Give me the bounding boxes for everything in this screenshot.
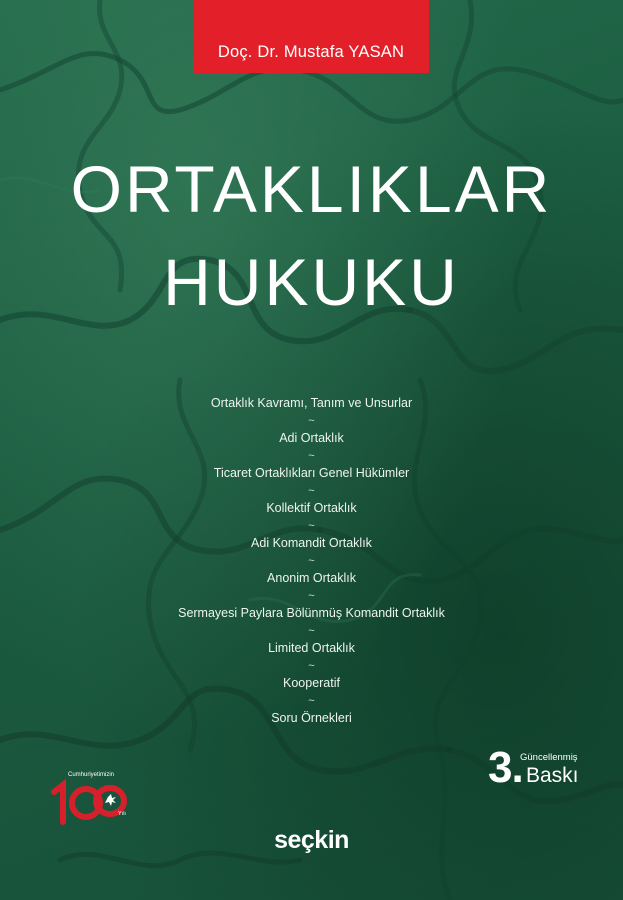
topics-list xyxy=(0,395,623,728)
puzzle-edge xyxy=(78,0,121,290)
topic-item: Ortaklık Kavramı, Tanım ve Unsurlar xyxy=(210,396,413,410)
topic-separator: ~ xyxy=(308,449,315,462)
book-title-line-2: HUKUKU xyxy=(163,245,460,319)
topic-item: Ticaret Ortaklıkları Genel Hükümler xyxy=(213,466,410,480)
edition-dot: . xyxy=(511,743,523,792)
badge-bottom-text: Yılı xyxy=(118,811,126,817)
author-box xyxy=(193,0,429,73)
edition-number xyxy=(488,743,523,792)
topic-item: Adi Ortaklık xyxy=(279,431,344,445)
topic-item: Limited Ortaklık xyxy=(268,641,355,655)
topic-separator: ~ xyxy=(308,694,315,707)
book-title-line-1: ORTAKLIKLAR xyxy=(70,152,553,226)
topic-separator: ~ xyxy=(308,414,315,427)
publisher-logo: seçkin xyxy=(274,826,349,854)
edition-digit: 3 xyxy=(488,743,512,792)
topic-item: Anonim Ortaklık xyxy=(267,571,356,585)
edition-label: Baskı xyxy=(526,764,579,787)
topic-item: Adi Komandit Ortaklık xyxy=(251,536,372,550)
badge-100-logo xyxy=(50,772,136,826)
badge-top-text: Cumhuriyetimizin xyxy=(68,772,115,778)
puzzle-edge xyxy=(410,310,623,371)
author-name: Doç. Dr. Mustafa YASAN xyxy=(217,43,405,61)
topic-separator: ~ xyxy=(308,659,315,672)
topic-separator: ~ xyxy=(308,624,315,637)
edition-updated-label: Güncellenmiş xyxy=(520,752,578,763)
topic-item: Soru Örnekleri xyxy=(271,711,352,725)
topic-item: Kooperatif xyxy=(283,676,340,690)
edition-mark xyxy=(488,743,608,796)
topic-separator: ~ xyxy=(308,484,315,497)
topic-separator: ~ xyxy=(308,554,315,567)
topic-separator: ~ xyxy=(308,519,315,532)
topic-separator: ~ xyxy=(308,589,315,602)
topic-item: Sermayesi Paylara Bölünmüş Komandit Ortaklık xyxy=(178,606,445,620)
republic-100-badge xyxy=(50,772,136,826)
topic-item: Kollektif Ortaklık xyxy=(266,501,357,515)
